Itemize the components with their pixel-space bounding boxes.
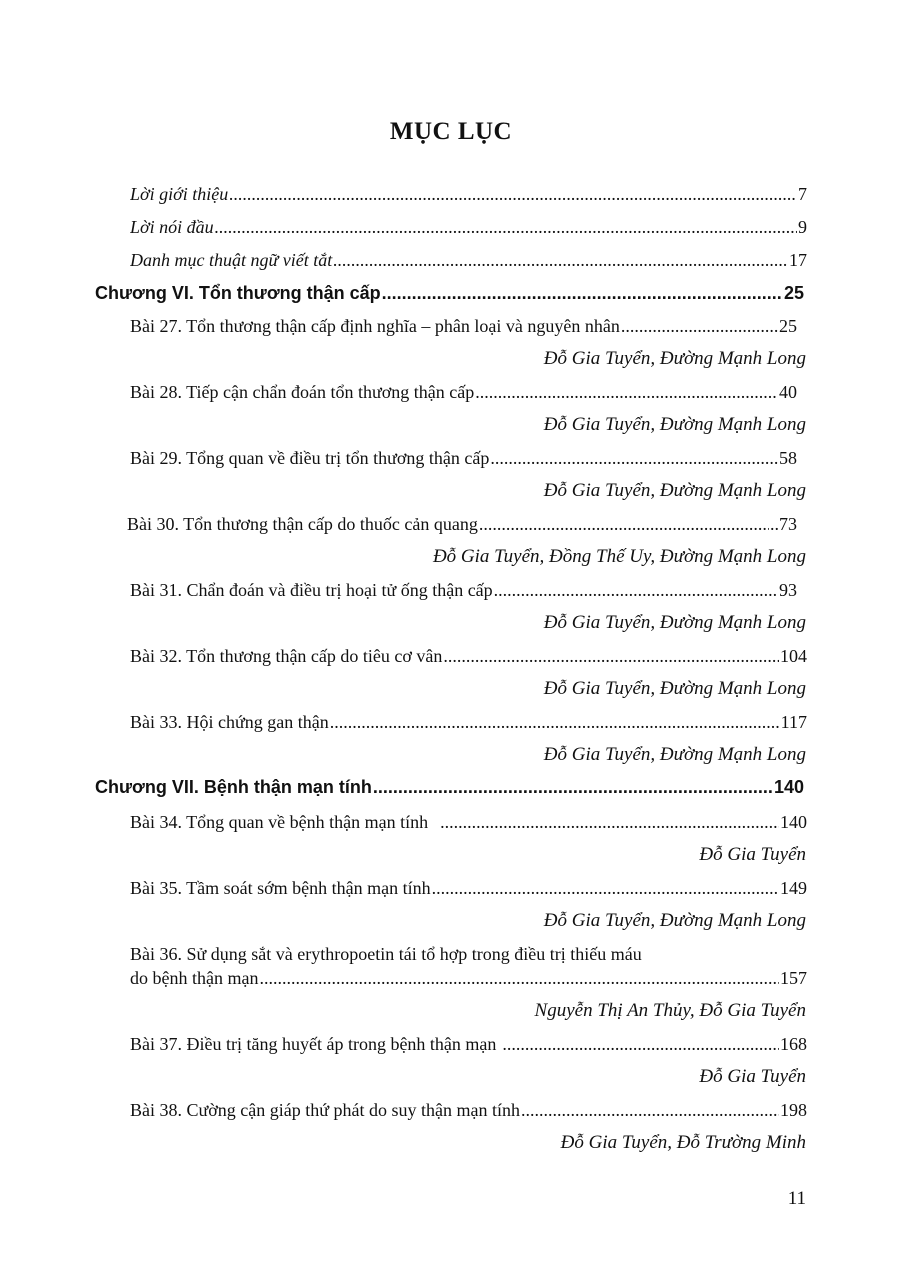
toc-lesson: [130, 712, 807, 733]
entry-label: Lời giới thiệu: [130, 184, 229, 204]
leader-dots: [373, 777, 773, 798]
chapter-page: 140: [773, 777, 804, 797]
lesson-page: 140: [780, 812, 807, 832]
lesson-authors: Đỗ Gia Tuyển, Đường Mạnh Long: [543, 910, 806, 931]
leader-dots: [229, 184, 797, 205]
toc-lesson: [130, 1100, 807, 1121]
leader-dots: [259, 968, 779, 989]
lesson-label: Bài 35. Tầm soát sớm bệnh thận mạn tính: [130, 878, 431, 898]
leader-dots: [621, 316, 778, 337]
leader-dots: [479, 514, 769, 535]
lesson-label: Bài 30. Tổn thương thận cấp do thuốc cản quang: [127, 514, 478, 534]
chapter-page: 25: [783, 283, 804, 303]
lesson-page: 93: [779, 580, 797, 600]
lesson-label: Bài 32. Tổn thương thận cấp do tiêu cơ vân: [130, 646, 443, 666]
lesson-page: 168: [780, 1034, 807, 1054]
lesson-page: 198: [780, 1100, 807, 1120]
toc-lesson: [130, 1034, 807, 1055]
lesson-page: 25: [779, 316, 797, 336]
entry-page: 17: [789, 250, 807, 270]
leader-dots: [330, 712, 780, 733]
lesson-authors: Đỗ Gia Tuyển, Đường Mạnh Long: [543, 348, 806, 369]
lesson-label: Bài 31. Chẩn đoán và điều trị hoại tử ống thận cấp: [130, 580, 493, 600]
leader-dots: [440, 812, 779, 833]
lesson-authors: Đỗ Gia Tuyển, Đồng Thế Uy, Đường Mạnh Long: [432, 546, 806, 567]
lesson-label: Bài 28. Tiếp cận chẩn đoán tổn thương thận cấp: [130, 382, 475, 402]
toc-lesson: [130, 812, 807, 833]
lesson-label: Bài 29. Tổng quan về điều trị tổn thương thận cấp: [130, 448, 490, 468]
page-title: MỤC LỤC: [389, 118, 513, 145]
chapter-label: Chương VII. Bệnh thận mạn tính: [95, 777, 372, 797]
toc-entry-front: [130, 217, 807, 238]
lesson-label: Bài 27. Tổn thương thận cấp định nghĩa – phân loại và nguyên nhân: [130, 316, 620, 336]
toc-lesson: [130, 646, 807, 667]
toc-lesson: [130, 448, 797, 469]
lesson-authors: Đỗ Gia Tuyển, Đường Mạnh Long: [543, 744, 806, 765]
toc-chapter: [95, 777, 804, 798]
toc-lesson: [130, 382, 797, 403]
chapter-label: Chương VI. Tổn thương thận cấp: [95, 283, 381, 303]
leader-dots: [502, 1034, 779, 1055]
lesson-authors: Đỗ Gia Tuyển, Đường Mạnh Long: [543, 414, 806, 435]
lesson-page: ..73: [770, 514, 797, 534]
lesson-authors: Đỗ Gia Tuyển: [699, 1066, 806, 1087]
toc-lesson: [127, 514, 797, 535]
leader-dots: [382, 283, 783, 304]
lesson-page: 40: [779, 382, 797, 402]
leader-dots: [521, 1100, 779, 1121]
leader-dots: [443, 646, 779, 667]
lesson-page: 58: [779, 448, 797, 468]
entry-label: Lời nói đầu: [130, 217, 214, 237]
toc-lesson: [130, 316, 797, 337]
lesson-label: Bài 34. Tổng quan về bệnh thận mạn tính: [130, 812, 429, 832]
leader-dots: [490, 448, 778, 469]
lesson-label: Bài 33. Hội chứng gan thận: [130, 712, 329, 732]
lesson-authors: Đỗ Gia Tuyển, Đỗ Trường Minh: [560, 1132, 806, 1153]
toc-lesson: [130, 878, 807, 899]
entry-page: 9: [798, 217, 807, 237]
lesson-authors: Đỗ Gia Tuyển, Đường Mạnh Long: [543, 480, 806, 501]
entry-page: 7: [798, 184, 807, 204]
toc-lesson: [130, 580, 797, 601]
lesson-label: Bài 36. Sử dụng sắt và erythropoetin tái tổ hợp trong điều trị thiếu máu: [130, 944, 642, 964]
lesson-authors: Nguyễn Thị An Thủy, Đỗ Gia Tuyển: [534, 1000, 806, 1021]
leader-dots: [333, 250, 788, 271]
page-number: 11: [787, 1188, 806, 1209]
lesson-page: 149: [780, 878, 807, 898]
lesson-page: 117: [780, 712, 807, 732]
lesson-authors: Đỗ Gia Tuyển, Đường Mạnh Long: [543, 678, 806, 699]
lesson-authors: Đỗ Gia Tuyển, Đường Mạnh Long: [543, 612, 806, 633]
entry-label: Danh mục thuật ngữ viết tắt: [130, 250, 333, 270]
toc-entry-front: [130, 184, 807, 205]
toc-entry-front: [130, 250, 807, 271]
lesson-label: Bài 38. Cường cận giáp thứ phát do suy thận mạn tính: [130, 1100, 520, 1120]
toc-chapter: [95, 283, 804, 304]
lesson-label-continued: do bệnh thận mạn: [130, 968, 259, 988]
lesson-authors: Đỗ Gia Tuyển: [699, 844, 806, 865]
lesson-page: 157: [780, 968, 807, 988]
lesson-label: Bài 37. Điều trị tăng huyết áp trong bệnh thận mạn: [130, 1034, 497, 1054]
leader-dots: [494, 580, 778, 601]
toc-lesson: [130, 968, 807, 989]
leader-dots: [432, 878, 779, 899]
lesson-page: 104: [780, 646, 807, 666]
leader-dots: [475, 382, 778, 403]
leader-dots: [215, 217, 797, 238]
